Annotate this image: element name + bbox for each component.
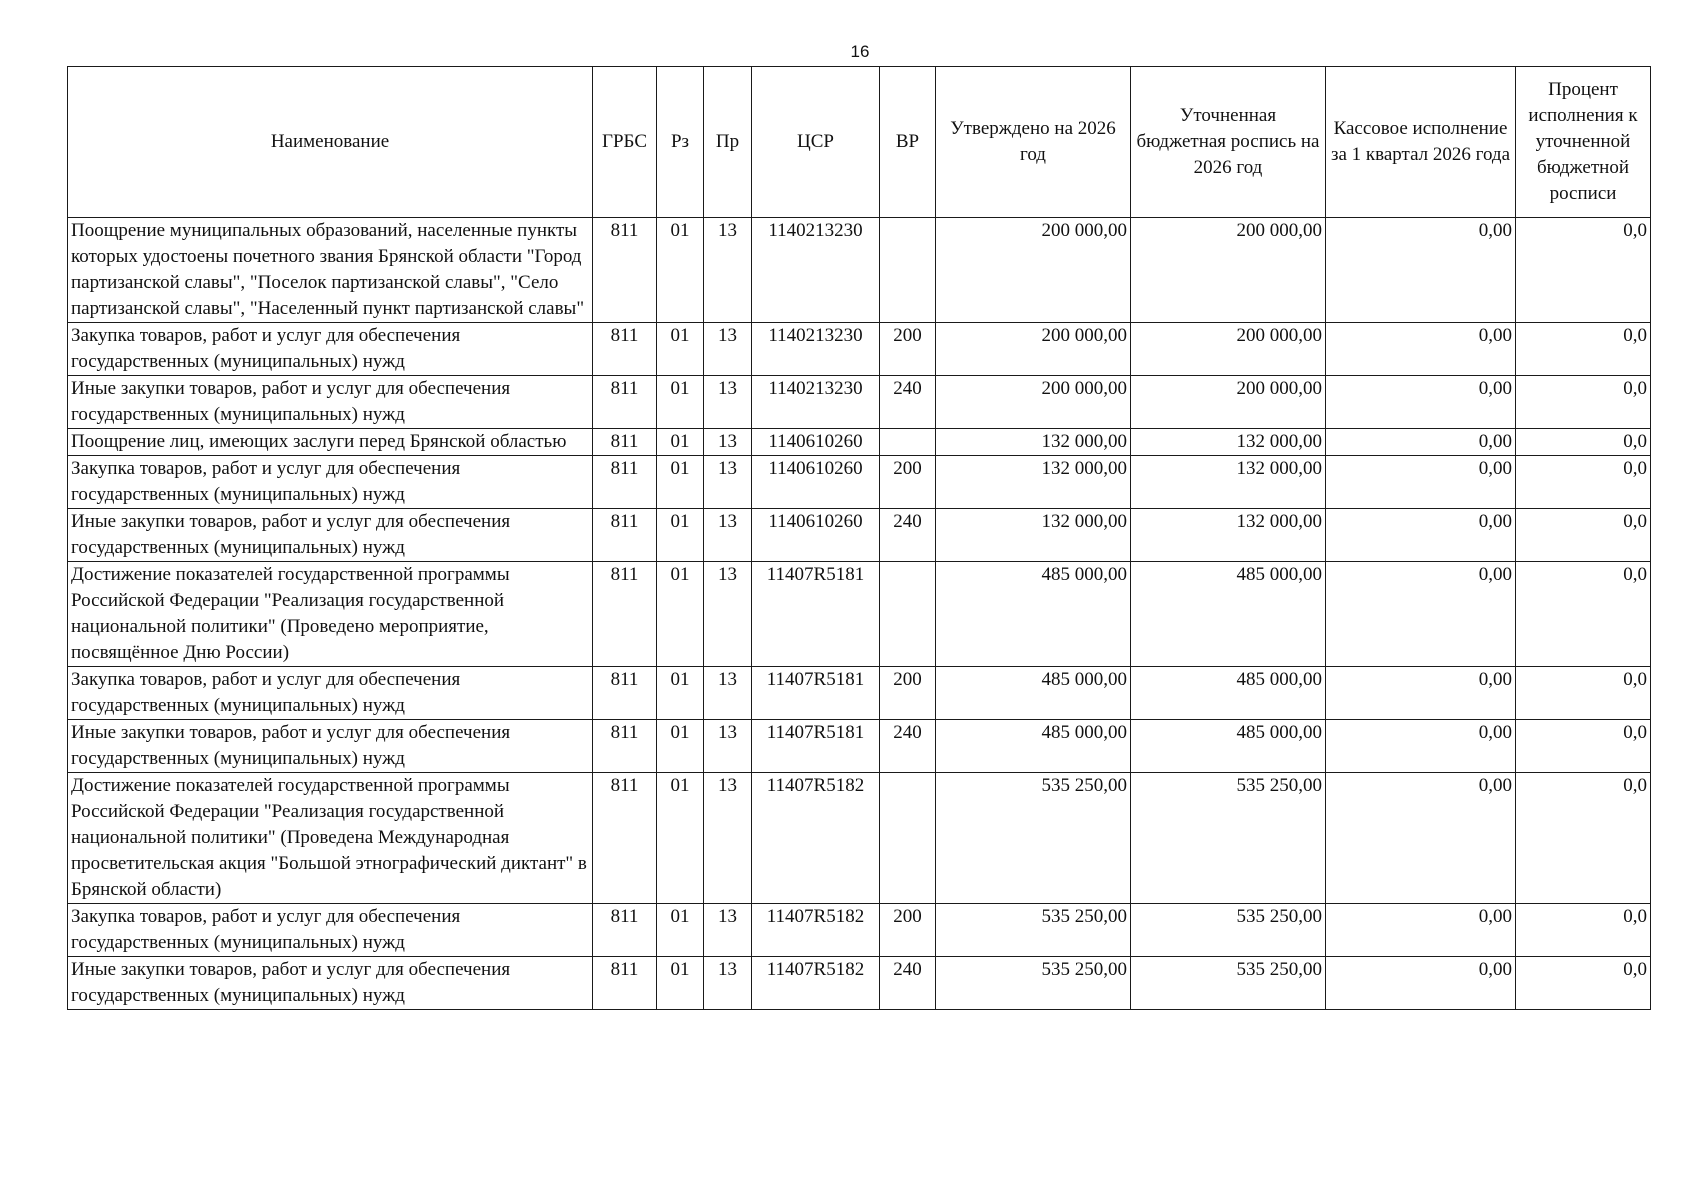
cell-refined: 485 000,00	[1131, 562, 1326, 667]
cell-csr: 11407R5182	[752, 773, 880, 904]
header-rz: Рз	[657, 67, 704, 218]
cell-refined: 200 000,00	[1131, 323, 1326, 376]
cell-grbs: 811	[593, 376, 657, 429]
cell-vr: 240	[880, 957, 936, 1010]
header-approved: Утверждено на 2026 год	[936, 67, 1131, 218]
cell-refined: 535 250,00	[1131, 773, 1326, 904]
cell-pr: 13	[704, 456, 752, 509]
cell-grbs: 811	[593, 323, 657, 376]
cell-cash: 0,00	[1326, 562, 1516, 667]
header-refined: Уточненная бюджетная роспись на 2026 год	[1131, 67, 1326, 218]
cell-pr: 13	[704, 509, 752, 562]
cell-rz: 01	[657, 957, 704, 1010]
cell-rz: 01	[657, 456, 704, 509]
cell-rz: 01	[657, 323, 704, 376]
cell-grbs: 811	[593, 773, 657, 904]
cell-csr: 1140213230	[752, 218, 880, 323]
cell-pr: 13	[704, 720, 752, 773]
cell-percent: 0,0	[1516, 429, 1651, 456]
cell-grbs: 811	[593, 218, 657, 323]
cell-refined: 132 000,00	[1131, 429, 1326, 456]
cell-name: Закупка товаров, работ и услуг для обеспечения государственных (муниципальных) нужд	[68, 323, 593, 376]
cell-csr: 1140610260	[752, 429, 880, 456]
cell-rz: 01	[657, 720, 704, 773]
cell-vr: 200	[880, 456, 936, 509]
cell-approved: 485 000,00	[936, 720, 1131, 773]
cell-pr: 13	[704, 773, 752, 904]
cell-csr: 1140213230	[752, 376, 880, 429]
cell-cash: 0,00	[1326, 376, 1516, 429]
cell-refined: 535 250,00	[1131, 957, 1326, 1010]
cell-vr: 240	[880, 509, 936, 562]
cell-grbs: 811	[593, 720, 657, 773]
cell-csr: 1140610260	[752, 456, 880, 509]
cell-cash: 0,00	[1326, 456, 1516, 509]
cell-refined: 200 000,00	[1131, 218, 1326, 323]
table-row	[68, 218, 1651, 323]
table-row	[68, 667, 1651, 720]
cell-refined: 535 250,00	[1131, 904, 1326, 957]
cell-percent: 0,0	[1516, 957, 1651, 1010]
cell-rz: 01	[657, 429, 704, 456]
header-grbs: ГРБС	[593, 67, 657, 218]
cell-cash: 0,00	[1326, 323, 1516, 376]
cell-approved: 535 250,00	[936, 957, 1131, 1010]
cell-vr: 200	[880, 323, 936, 376]
cell-csr: 1140213230	[752, 323, 880, 376]
cell-refined: 485 000,00	[1131, 667, 1326, 720]
table-header-row	[68, 67, 1651, 218]
cell-name: Иные закупки товаров, работ и услуг для обеспечения государственных (муниципальных) нужд	[68, 957, 593, 1010]
cell-name: Достижение показателей государственной программы Российской Федерации "Реализация государственной национальной политики" (Проведена Международная просветительская акция "Большой этнографический диктант" в Брянской области)	[68, 773, 593, 904]
cell-csr: 11407R5182	[752, 957, 880, 1010]
cell-rz: 01	[657, 509, 704, 562]
cell-percent: 0,0	[1516, 323, 1651, 376]
cell-grbs: 811	[593, 667, 657, 720]
table-row	[68, 773, 1651, 904]
cell-vr: 200	[880, 904, 936, 957]
cell-name: Закупка товаров, работ и услуг для обеспечения государственных (муниципальных) нужд	[68, 667, 593, 720]
cell-rz: 01	[657, 218, 704, 323]
header-name: Наименование	[68, 67, 593, 218]
cell-vr	[880, 773, 936, 904]
cell-pr: 13	[704, 904, 752, 957]
cell-approved: 132 000,00	[936, 456, 1131, 509]
cell-vr: 240	[880, 720, 936, 773]
table-row	[68, 323, 1651, 376]
cell-csr: 1140610260	[752, 509, 880, 562]
cell-pr: 13	[704, 376, 752, 429]
cell-percent: 0,0	[1516, 667, 1651, 720]
cell-percent: 0,0	[1516, 218, 1651, 323]
cell-name: Поощрение муниципальных образований, населенные пункты которых удостоены почетного звания Брянской области "Город партизанской славы", "Поселок партизанской славы", "Село партизанской славы", "Населенный пункт партизанской славы"	[68, 218, 593, 323]
cell-name: Иные закупки товаров, работ и услуг для обеспечения государственных (муниципальных) нужд	[68, 509, 593, 562]
cell-vr: 240	[880, 376, 936, 429]
cell-vr	[880, 218, 936, 323]
cell-csr: 11407R5181	[752, 720, 880, 773]
cell-approved: 535 250,00	[936, 904, 1131, 957]
budget-table	[67, 66, 1651, 1010]
cell-grbs: 811	[593, 904, 657, 957]
table-row	[68, 720, 1651, 773]
header-csr: ЦСР	[752, 67, 880, 218]
header-cash: Кассовое исполнение за 1 квартал 2026 года	[1326, 67, 1516, 218]
cell-name: Иные закупки товаров, работ и услуг для обеспечения государственных (муниципальных) нужд	[68, 720, 593, 773]
cell-grbs: 811	[593, 429, 657, 456]
cell-pr: 13	[704, 957, 752, 1010]
table-row	[68, 562, 1651, 667]
cell-csr: 11407R5181	[752, 667, 880, 720]
table-row	[68, 429, 1651, 456]
cell-refined: 132 000,00	[1131, 509, 1326, 562]
cell-approved: 535 250,00	[936, 773, 1131, 904]
cell-grbs: 811	[593, 456, 657, 509]
cell-vr	[880, 429, 936, 456]
header-pr: Пр	[704, 67, 752, 218]
cell-grbs: 811	[593, 957, 657, 1010]
cell-approved: 200 000,00	[936, 218, 1131, 323]
cell-approved: 132 000,00	[936, 429, 1131, 456]
cell-grbs: 811	[593, 509, 657, 562]
header-vr: ВР	[880, 67, 936, 218]
cell-cash: 0,00	[1326, 720, 1516, 773]
table-row	[68, 957, 1651, 1010]
cell-percent: 0,0	[1516, 376, 1651, 429]
cell-name: Поощрение лиц, имеющих заслуги перед Брянской областью	[68, 429, 593, 456]
cell-cash: 0,00	[1326, 667, 1516, 720]
table-row	[68, 904, 1651, 957]
cell-grbs: 811	[593, 562, 657, 667]
cell-name: Закупка товаров, работ и услуг для обеспечения государственных (муниципальных) нужд	[68, 456, 593, 509]
cell-percent: 0,0	[1516, 773, 1651, 904]
cell-approved: 132 000,00	[936, 509, 1131, 562]
cell-rz: 01	[657, 773, 704, 904]
cell-rz: 01	[657, 667, 704, 720]
cell-refined: 485 000,00	[1131, 720, 1326, 773]
cell-refined: 132 000,00	[1131, 456, 1326, 509]
cell-cash: 0,00	[1326, 773, 1516, 904]
table-row	[68, 509, 1651, 562]
cell-pr: 13	[704, 667, 752, 720]
cell-cash: 0,00	[1326, 429, 1516, 456]
cell-refined: 200 000,00	[1131, 376, 1326, 429]
cell-pr: 13	[704, 218, 752, 323]
cell-percent: 0,0	[1516, 509, 1651, 562]
cell-pr: 13	[704, 429, 752, 456]
cell-cash: 0,00	[1326, 509, 1516, 562]
cell-approved: 485 000,00	[936, 667, 1131, 720]
cell-rz: 01	[657, 376, 704, 429]
cell-rz: 01	[657, 904, 704, 957]
header-percent: Процент исполнения к уточненной бюджетной росписи	[1516, 67, 1651, 218]
cell-percent: 0,0	[1516, 904, 1651, 957]
cell-approved: 200 000,00	[936, 376, 1131, 429]
cell-vr	[880, 562, 936, 667]
cell-approved: 200 000,00	[936, 323, 1131, 376]
cell-percent: 0,0	[1516, 720, 1651, 773]
page-number: 16	[850, 42, 870, 61]
cell-rz: 01	[657, 562, 704, 667]
cell-name: Закупка товаров, работ и услуг для обеспечения государственных (муниципальных) нужд	[68, 904, 593, 957]
cell-csr: 11407R5182	[752, 904, 880, 957]
cell-percent: 0,0	[1516, 456, 1651, 509]
cell-pr: 13	[704, 562, 752, 667]
cell-approved: 485 000,00	[936, 562, 1131, 667]
cell-cash: 0,00	[1326, 904, 1516, 957]
cell-name: Достижение показателей государственной программы Российской Федерации "Реализация государственной национальной политики" (Проведено мероприятие, посвящённое Дню России)	[68, 562, 593, 667]
cell-csr: 11407R5181	[752, 562, 880, 667]
table-row	[68, 456, 1651, 509]
cell-pr: 13	[704, 323, 752, 376]
cell-cash: 0,00	[1326, 957, 1516, 1010]
cell-cash: 0,00	[1326, 218, 1516, 323]
cell-name: Иные закупки товаров, работ и услуг для обеспечения государственных (муниципальных) нужд	[68, 376, 593, 429]
table-row	[68, 376, 1651, 429]
cell-vr: 200	[880, 667, 936, 720]
cell-percent: 0,0	[1516, 562, 1651, 667]
